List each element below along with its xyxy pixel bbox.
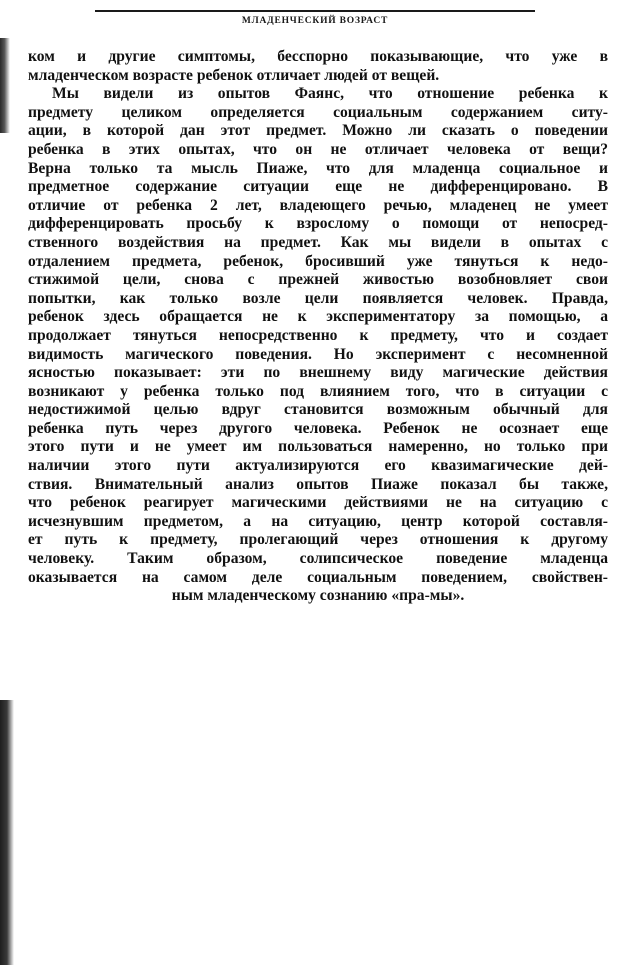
- text-line: недостижимой целью вдруг становится возможным обычный для: [28, 401, 608, 419]
- text-line: ребенка в этих опытах, что он не отличает человека от вещи?: [28, 140, 608, 158]
- text-line: ным младенческому сознанию «пра-мы».: [171, 587, 465, 605]
- text-line: оказывается на самом деле социальным поведением, свойствен-: [28, 568, 608, 586]
- text-line: ственного воздействия на предмет. Как мы видели в опытах с: [28, 233, 608, 251]
- text-line: исчезнувшим предметом, а на ситуацию, центр которой составля-: [28, 512, 608, 530]
- scan-edge-shadow: [0, 700, 14, 965]
- header-rule: [95, 10, 535, 12]
- running-head: МЛАДЕНЧЕСКИЙ ВОЗРАСТ: [241, 16, 389, 26]
- text-line: человеку. Таким образом, солипсическое поведение младенца: [28, 550, 608, 568]
- scan-edge-shadow: [0, 38, 10, 133]
- text-line: ребенок здесь обращается не к экспериментатору за помощью, а: [28, 308, 608, 326]
- body-text: [28, 48, 608, 606]
- text-line: продолжает тянуться непосредственно к предмету, что и создает: [28, 326, 608, 344]
- text-line: наличии этого пути актуализируются его квазимагические дей-: [28, 457, 608, 475]
- text-line: предметное содержание ситуации еще не дифференцировано. В: [28, 178, 608, 196]
- text-line: ребенка путь через другого человека. Ребенок не осознает еще: [28, 419, 608, 437]
- text-line: ком и другие симптомы, бесспорно показывающие, что уже в: [28, 48, 608, 65]
- text-line: что ребенок реагирует магическими действиями не на ситуацию с: [28, 494, 608, 512]
- text-line: дифференцировать просьбу к взрослому о помощи от непосред-: [28, 215, 608, 233]
- text-line: отличие от ребенка 2 лет, владеющего речью, младенец не умеет: [28, 196, 608, 214]
- text-line: стижимой цели, снова с прежней живостью возобновляет свои: [28, 271, 608, 289]
- text-line: ет путь к предмету, пролегающий через отношения к другому: [28, 531, 608, 549]
- text-line: возникают у ребенка только под влиянием того, что в ситуации с: [28, 382, 608, 400]
- text-line: попытки, как только возле цели появляется человек. Правда,: [28, 289, 608, 307]
- text-line: ствия. Внимательный анализ опытов Пиаже показал бы также,: [28, 475, 608, 493]
- text-line: отдалением предмета, ребенок, бросивший уже тянуться к недо-: [28, 252, 608, 270]
- text-line: предмету целиком определяется социальным содержанием ситу-: [28, 103, 608, 121]
- text-line: младенческом возрасте ребенок отличает людей от вещей.: [28, 66, 440, 84]
- text-line: Мы видели из опытов Фаянс, что отношение ребенка к: [52, 85, 608, 103]
- text-line: ясностью показывает: эти по внешнему виду магические действия: [28, 364, 608, 382]
- text-line: Верна только та мысль Пиаже, что для младенца социальное и: [28, 159, 608, 177]
- text-line: ации, в которой дан этот предмет. Можно ли сказать о поведении: [28, 122, 608, 140]
- text-line: видимость магического поведения. Но эксперимент с несомненной: [28, 345, 608, 363]
- text-line: этого пути и не умеет им пользоваться намеренно, но только при: [28, 438, 608, 456]
